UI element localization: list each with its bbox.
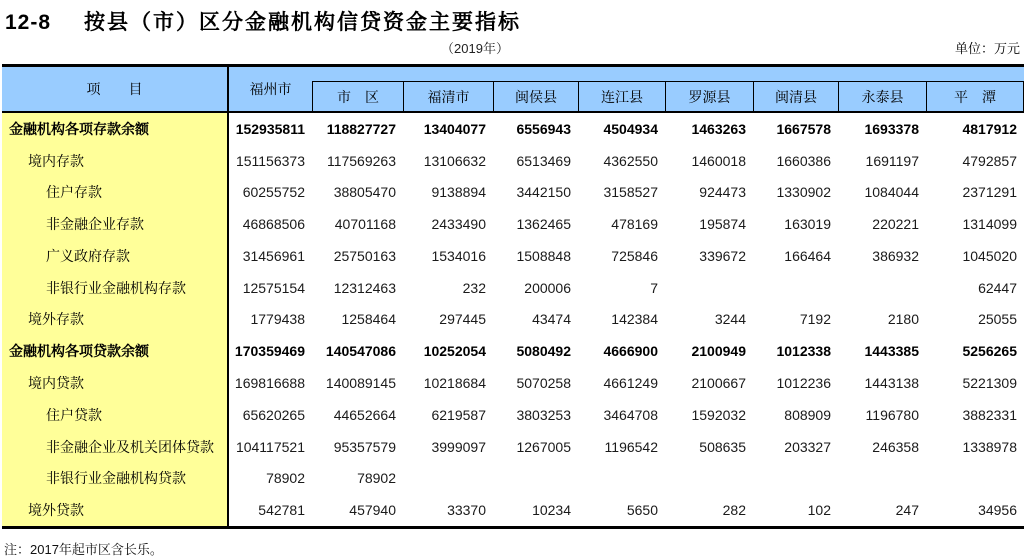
row-label: 金融机构各项贷款余额 [2,335,229,367]
cell-value: 508635 [699,438,746,455]
cell-value [926,462,1024,494]
cell-value: 3999097 [431,438,486,455]
cell-value: 478169 [611,216,658,233]
cell-value: 2100949 [691,343,746,360]
cell-value: 25750163 [333,247,396,264]
cell-value: 4362550 [603,152,658,169]
cell-value [493,462,578,494]
table-row [2,177,1024,209]
cell-value: 203327 [784,438,831,455]
footnote: 注：2017年起市区含长乐。 [4,542,163,557]
cell-value: 725846 [611,247,658,264]
cell-value: 1592032 [691,406,746,423]
col-header-pingtan: 平 潭 [926,81,1024,111]
cell-value: 1045020 [962,247,1017,264]
cell-value: 1460018 [691,152,746,169]
cell-value: 1012338 [776,343,831,360]
cell-value: 78902 [266,470,305,487]
cell-value: 33370 [447,502,486,519]
table-row [2,113,1024,145]
data-table [2,64,1024,529]
cell-value: 1084044 [864,184,919,201]
cell-value: 220221 [872,216,919,233]
cell-value: 1779438 [250,311,305,328]
cell-value: 1258464 [341,311,396,328]
subtitle-year: （2019年） [441,41,509,56]
cell-value: 65620265 [242,406,305,423]
table-row [2,145,1024,177]
col-header-item: 项 目 [2,67,229,111]
cell-value: 78902 [357,470,396,487]
cell-value: 102 [807,502,831,519]
cell-value: 140547086 [325,343,396,360]
cell-value: 60255752 [242,184,305,201]
cell-value: 6556943 [516,120,571,137]
row-label: 住户贷款 [2,399,229,431]
cell-value: 151156373 [235,152,305,169]
cell-value: 4666900 [603,343,658,360]
cell-value: 1534016 [431,247,486,264]
table-row [2,272,1024,304]
cell-value: 170359469 [234,343,305,360]
cell-value: 1443138 [864,375,919,391]
cell-value: 1338978 [962,438,1017,455]
cell-value: 44652664 [333,406,396,423]
cell-value: 246358 [872,438,919,455]
cell-value: 1196542 [604,438,658,455]
cell-value: 232 [462,279,486,296]
cell-value [578,462,665,494]
cell-value: 1267005 [516,438,571,455]
cell-value: 10234 [532,502,571,519]
cell-value: 3882331 [962,406,1017,423]
cell-value: 1314099 [962,216,1017,233]
cell-value: 5070258 [516,375,571,391]
cell-value: 3442150 [516,184,571,201]
row-label: 非金融企业存款 [2,208,229,240]
table-header-row [2,64,1024,113]
col-header-fuqing: 福清市 [403,81,493,111]
row-label: 境内贷款 [2,367,229,399]
row-label: 金融机构各项存款余额 [2,113,229,145]
cell-value: 3464708 [603,406,658,423]
table-row [2,208,1024,240]
cell-value: 104117521 [235,438,305,455]
row-label: 境外存款 [2,304,229,336]
cell-value [838,272,926,304]
cell-value: 4504934 [603,120,658,137]
cell-value: 1691197 [865,152,919,169]
cell-value: 7192 [799,311,831,328]
cell-value: 62447 [978,279,1017,296]
col-header-minqing: 闽清县 [753,81,838,111]
cell-value: 200006 [524,279,571,296]
row-label: 住户存款 [2,177,229,209]
col-header-yongtai: 永泰县 [838,81,926,111]
cell-value: 1667578 [776,120,831,137]
cell-value: 282 [722,502,746,519]
row-label: 境外贷款 [2,494,229,526]
cell-value: 457940 [349,502,396,519]
cell-value: 6219587 [431,406,486,423]
table-row [2,399,1024,431]
cell-value [665,462,753,494]
cell-value: 247 [895,502,919,519]
cell-value: 142384 [611,311,658,328]
cell-value: 339672 [699,247,746,264]
cell-value: 13404077 [423,120,486,137]
cell-value: 297445 [439,311,486,328]
table-row [2,462,1024,494]
col-header-fuzhou: 福州市 [249,81,292,97]
cell-value: 43474 [532,311,571,328]
cell-value: 117569263 [326,152,396,169]
row-label: 非金融企业及机关团体贷款 [2,431,229,463]
cell-value: 12575154 [242,279,305,296]
cell-value: 2100667 [691,375,746,391]
cell-value: 1660386 [776,152,831,169]
cell-value: 31456961 [242,247,305,264]
cell-value: 34956 [978,502,1017,519]
cell-value: 166464 [784,247,831,264]
cell-value: 12312463 [333,279,396,296]
cell-value: 4661249 [603,375,658,391]
cell-value: 1508848 [516,247,571,264]
cell-value: 38805470 [333,184,396,201]
cell-value: 1443385 [864,343,919,360]
cell-value [665,272,753,304]
cell-value: 5221309 [962,375,1017,391]
row-label: 广义政府存款 [2,240,229,272]
col-header-luoyuan: 罗源县 [665,81,753,111]
cell-value [753,272,838,304]
cell-value [753,462,838,494]
row-label: 非银行业金融机构贷款 [2,462,229,494]
cell-value: 3244 [714,311,746,328]
row-label: 非银行业金融机构存款 [2,272,229,304]
table-row [2,240,1024,272]
cell-value: 386932 [872,247,919,264]
cell-value: 2180 [887,311,919,328]
table-number: 12-8 [5,11,52,34]
unit-label: 单位：万元 [954,41,1020,56]
cell-value: 40701168 [334,216,396,233]
cell-value: 4817912 [962,120,1017,137]
cell-value: 2371291 [962,184,1017,201]
cell-value: 140089145 [325,375,396,391]
cell-value: 169816688 [234,375,305,391]
cell-value: 3803253 [516,406,571,423]
cell-value: 13106632 [423,152,486,169]
col-header-lianjiang: 连江县 [578,81,665,111]
cell-value [403,462,493,494]
cell-value: 1362465 [516,216,571,233]
cell-value: 95357579 [333,438,396,455]
cell-value: 5080492 [516,343,571,360]
cell-value: 7 [650,279,658,296]
cell-value: 1330902 [776,184,831,201]
cell-value: 3158527 [603,184,658,201]
cell-value: 6513469 [516,152,571,169]
table-row [2,431,1024,463]
page-title: 按县（市）区分金融机构信贷资金主要指标 [84,11,522,34]
cell-value: 5256265 [962,343,1017,360]
cell-value: 1463263 [691,120,746,137]
cell-value: 163019 [784,216,831,233]
cell-value: 25055 [978,311,1017,328]
cell-value: 46868506 [242,216,305,233]
cell-value: 1012236 [776,375,831,391]
col-header-shiqu: 市 区 [312,81,403,111]
col-header-minhou: 闽侯县 [493,81,578,111]
title-bar [5,6,521,36]
table-row [2,367,1024,399]
table-row [2,304,1024,336]
cell-value: 542781 [258,502,305,519]
cell-value: 1196780 [865,406,919,423]
cell-value [838,462,926,494]
cell-value: 2433490 [431,216,486,233]
cell-value: 10218684 [423,375,486,391]
cell-value: 924473 [699,184,746,201]
cell-value: 4792857 [962,152,1017,169]
cell-value: 5650 [626,502,658,519]
table-row [2,494,1024,526]
cell-value: 1693378 [864,120,919,137]
cell-value: 10252054 [423,343,486,360]
table-body [2,113,1024,529]
row-label: 境内存款 [2,145,229,177]
cell-value: 152935811 [235,120,305,137]
cell-value: 808909 [784,406,831,423]
cell-value: 118827727 [326,120,396,137]
table-row [2,335,1024,367]
cell-value: 9138894 [431,184,486,201]
cell-value: 195874 [699,216,746,233]
